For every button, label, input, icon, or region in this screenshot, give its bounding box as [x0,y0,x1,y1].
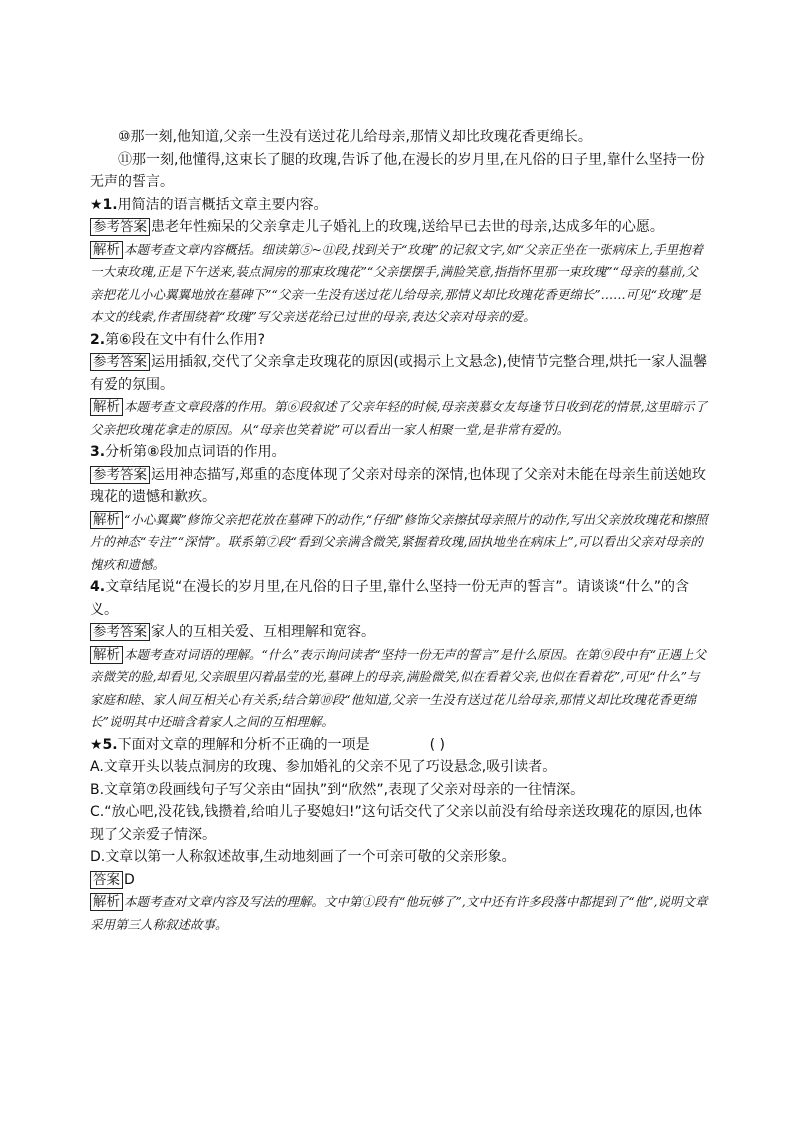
ref-answer-label: 参考答案 [90,353,150,371]
answer-block-1 [90,216,710,239]
document-content [90,126,710,936]
answer-block-5 [90,869,710,892]
analysis-text: 本题考查对文章内容及写法的理解。文中第①段有“他玩够了”,文中还有许多段落中都提到了“他”,说明文章采用第三人称叙述故事。 [90,894,708,932]
option-c: C.“放心吧,没花钱,钱攒着,给咱儿子娶媳妇!”这句话交代了父亲以前没有给母亲送玫瑰花的原因,也体现了父亲爱子情深。 [90,804,703,843]
ref-answer-label: 参考答案 [90,623,150,641]
analysis-label: 解析 [90,646,123,664]
answer-label: 答案 [90,871,123,889]
analysis-label: 解析 [90,893,123,911]
question-3 [90,441,710,464]
question-number: ★1. [90,196,118,213]
passage-paragraph-11: ⑪那一刻,他懂得,这束长了腿的玫瑰,告诉了他,在漫长的岁月里,在凡俗的日子里,靠什么坚持一份无声的誓言。 [90,151,705,190]
option-a: A.文章开头以装点洞房的玫瑰、参加婚礼的父亲不见了巧设悬念,吸引读者。 [90,759,557,775]
question-number: 3. [90,444,106,460]
question-text: 第⑥段在文中有什么作用? [105,331,266,348]
analysis-block-2 [90,396,710,441]
answer-block-2 [90,351,710,396]
answer-text: 运用插叙,交代了父亲拿走玫瑰花的原因(或揭示上文悬念),使情节完整合理,烘托一家人温馨有爱的氛围。 [90,354,708,393]
analysis-text: 本题考查对词语的理解。“什么”表示询问读者“坚持一份无声的誓言”是什么原因。在第⑨段中有“正遇上父亲微笑的脸,却看见,父亲眼里闪着晶莹的光,墓碑上的母亲,满脸微笑,似在看着父亲,也似在看着花”,可见“什么”与家庭和睦、家人间互相关心有关系;结合第⑩段“他知道,父亲一生没有送过花儿给母亲,那情义却比玫瑰花香更绵长”说明其中还暗含着家人之间的互相理解。 [90,646,706,729]
analysis-block-5 [90,891,710,936]
question-number: ★5. [90,736,118,753]
question-1 [90,194,710,217]
analysis-label: 解析 [90,511,123,529]
analysis-text: 本题考查文章内容概括。细读第⑤~⑪段,找到关于“玫瑰”的记叙文字,如“父亲正坐在一张病床上,手里抱着一大束玫瑰,正是下午送来,装点洞房的那束玫瑰花”“父亲摆摆手,满脸笑意,指指怀里那一束玫瑰”“母亲的墓前,父亲把花儿小心翼翼地放在墓碑下”“父亲一生没有送过花儿给母亲,那情义却比玫瑰花香更绵长”……可见“玫瑰”是本文的线索,作者围绕着“玫瑰”写父亲送花给已过世的母亲,表达父亲对母亲的爱。 [90,241,704,324]
question-text: 分析第⑧段加点词语的作用。 [105,444,286,460]
question-number: 2. [90,331,106,348]
answer-block-4 [90,621,710,644]
answer-text: 患老年性痴呆的父亲拿走儿子婚礼上的玫瑰,送给早已去世的母亲,达成多年的心愿。 [151,219,664,235]
answer-text: 运用神态描写,郑重的态度体现了父亲对母亲的深情,也体现了父亲对未能在母亲生前送她玫瑰花的遗憾和歉疚。 [90,466,706,505]
analysis-block-3 [90,509,710,577]
answer-text: 家人的互相关爱、互相理解和宽容。 [151,624,375,640]
analysis-block-1 [90,239,710,329]
ref-answer-label: 参考答案 [90,218,150,236]
answer-block-3 [90,464,710,509]
option-b: B.文章第⑦段画线句子写父亲由“固执”到“欣然”,表现了父亲对母亲的一往情深。 [90,781,585,798]
question-text: 用简洁的语言概括文章主要内容。 [117,196,328,213]
answer-bracket: ( ) [429,736,445,753]
analysis-text: “小心翼翼”修饰父亲把花放在墓碑下的动作,“仔细”修饰父亲擦拭母亲照片的动作,写出父亲放玫瑰花和擦照片的神态“专注”“深情”。联系第⑦段“看到父亲满含微笑,紧握着玫瑰,固执地坐在病床上”,可以看出父亲对母亲的愧疚和遗憾。 [90,511,708,572]
analysis-label: 解析 [90,398,123,416]
question-2 [90,329,710,352]
analysis-text: 本题考查文章段落的作用。第⑥段叙述了父亲年轻的时候,母亲羡慕女友每逢节日收到花的情景,这里暗示了父亲把玫瑰花拿走的原因。从“母亲也笑着说”可以看出一家人相聚一堂,是非常有爱的。 [90,399,707,437]
question-4 [90,576,710,621]
option-d: D.文章以第一人称叙述故事,生动地刻画了一个可亲可敬的父亲形象。 [90,849,516,865]
passage-paragraph-10: ⑩那一刻,他知道,父亲一生没有送过花儿给母亲,那情义却比玫瑰花香更绵长。 [118,129,592,145]
answer-text: D [124,871,135,888]
ref-answer-label: 参考答案 [90,466,150,484]
question-text: 下面对文章的理解和分析不正确的一项是 [117,736,370,753]
analysis-block-4 [90,644,710,734]
question-number: 4. [90,579,106,595]
question-text: 文章结尾说“在漫长的岁月里,在凡俗的日子里,靠什么坚持一份无声的誓言”。请谈谈“什么”的含义。 [90,579,689,618]
analysis-label: 解析 [90,241,123,259]
question-5 [90,734,710,757]
